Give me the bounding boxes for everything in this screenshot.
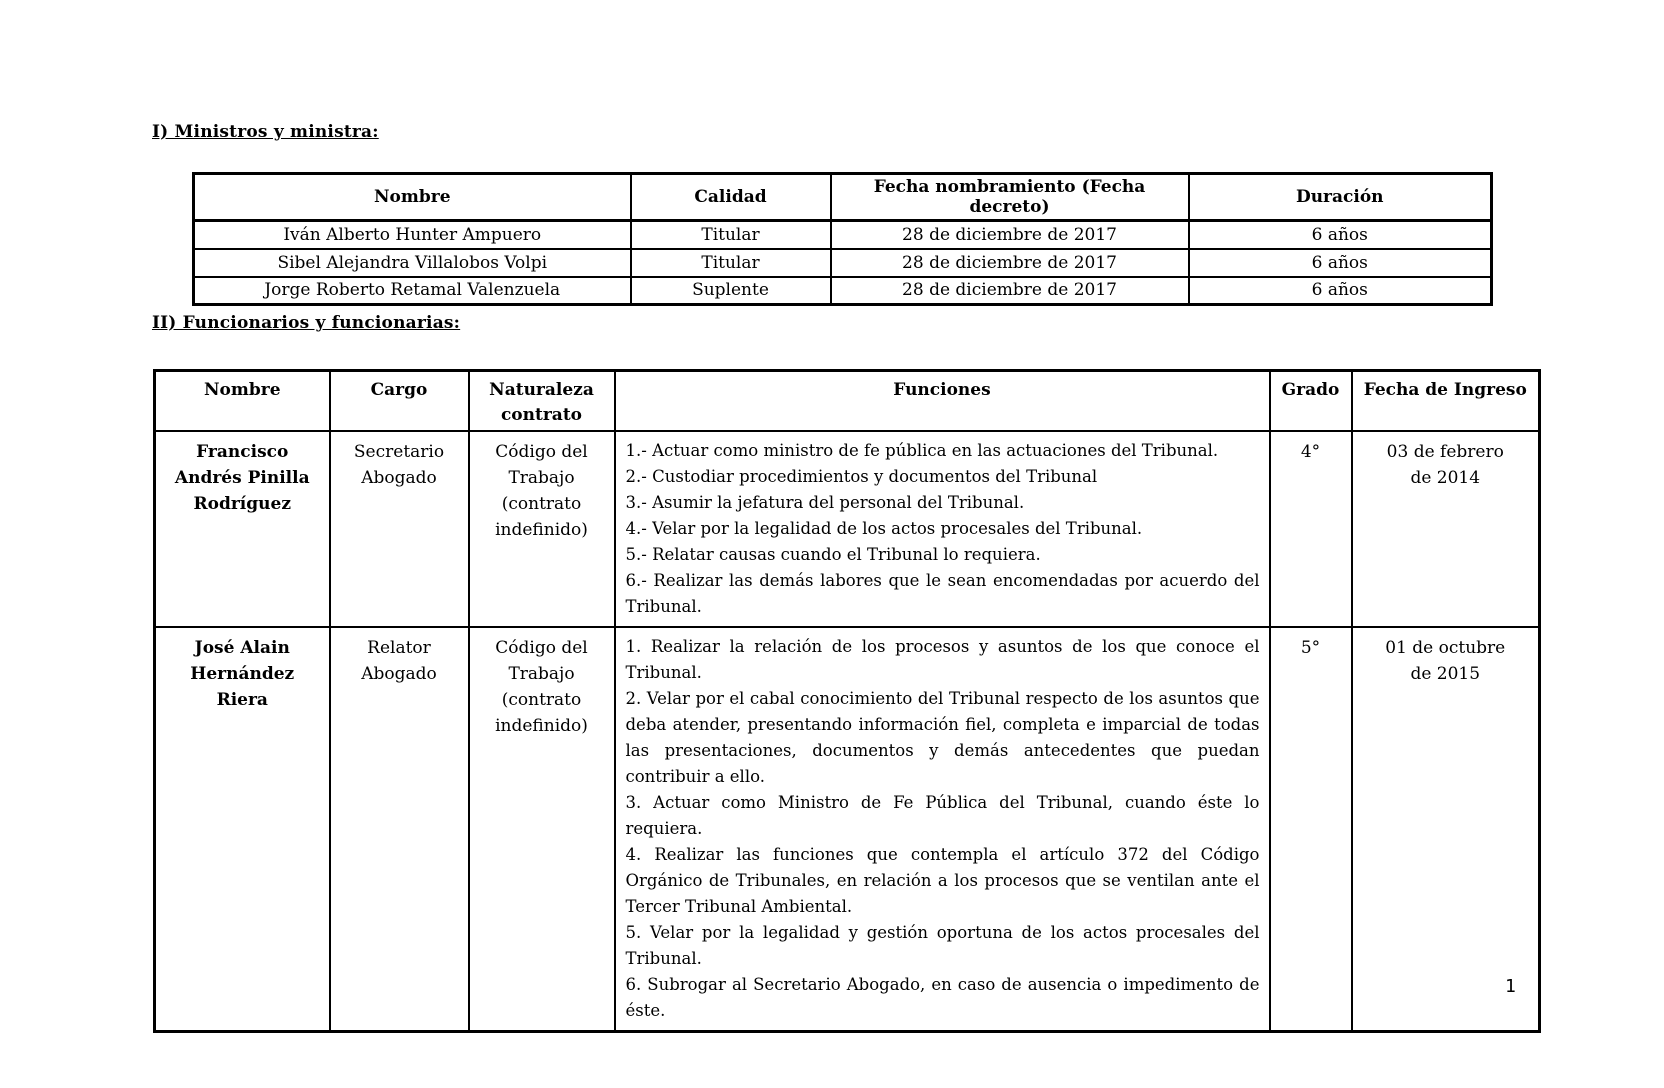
ministros-table <box>192 172 1493 306</box>
funcion-item: 1.- Actuar como ministro de fe pública en las actuaciones del Tribunal. <box>625 441 1219 460</box>
cell-funciones <box>615 431 1270 627</box>
ministros-header-row <box>194 174 1492 221</box>
cell-naturaleza-contrato: Código del Trabajo (contrato indefinido) <box>469 431 615 627</box>
cell-fecha-nombramiento: 28 de diciembre de 2017 <box>831 221 1189 249</box>
cell-grado: 5° <box>1270 627 1352 1032</box>
section-heading-ministros: I) Ministros y ministra: <box>152 122 379 142</box>
cell-duracion: 6 años <box>1189 249 1492 277</box>
col-header-nombre: Nombre <box>194 174 631 221</box>
table-row <box>194 277 1492 305</box>
col-header-funciones: Funciones <box>615 371 1270 432</box>
col-header-duracion: Duración <box>1189 174 1492 221</box>
col-header-fecha-nombramiento: Fecha nombramiento (Fecha decreto) <box>831 174 1189 221</box>
funcion-item: 2.- Custodiar procedimientos y documentos del Tribunal <box>625 467 1098 486</box>
col-header-fecha-ingreso: Fecha de Ingreso <box>1352 371 1540 432</box>
cell-fecha-ingreso: 03 de febrero de 2014 <box>1352 431 1540 627</box>
cell-fecha-nombramiento: 28 de diciembre de 2017 <box>831 277 1189 305</box>
funcion-item: 6.- Realizar las demás labores que le sean encomendadas por acuerdo del Tribunal. <box>625 571 1260 616</box>
cell-calidad: Suplente <box>631 277 831 305</box>
cell-funciones <box>615 627 1270 1032</box>
table-row <box>194 249 1492 277</box>
funcion-item: 2. Velar por el cabal conocimiento del Tribunal respecto de los asuntos que deba atender, presentando información fiel, completa e imparcial de todas las presentaciones, documentos y demás antecedentes que puedan contribuir a ello. <box>625 689 1260 786</box>
cell-fecha-ingreso: 01 de octubre de 2015 <box>1352 627 1540 1032</box>
cell-nombre: Francisco Andrés Pinilla Rodríguez <box>155 431 330 627</box>
table-row <box>155 627 1540 1032</box>
col-header-cargo: Cargo <box>330 371 469 432</box>
cell-nombre: Iván Alberto Hunter Ampuero <box>194 221 631 249</box>
cell-fecha-nombramiento: 28 de diciembre de 2017 <box>831 249 1189 277</box>
cell-cargo: Secretario Abogado <box>330 431 469 627</box>
funcion-item: 3. Actuar como Ministro de Fe Pública del Tribunal, cuando éste lo requiera. <box>625 793 1260 838</box>
col-header-calidad: Calidad <box>631 174 831 221</box>
col-header-naturaleza-contrato: Naturaleza contrato <box>469 371 615 432</box>
cell-duracion: 6 años <box>1189 277 1492 305</box>
funcion-item: 6. Subrogar al Secretario Abogado, en caso de ausencia o impedimento de éste. <box>625 975 1260 1020</box>
section-heading-funcionarios: II) Funcionarios y funcionarias: <box>152 313 461 333</box>
funcion-item: 4.- Velar por la legalidad de los actos procesales del Tribunal. <box>625 519 1143 538</box>
funcion-item: 1. Realizar la relación de los procesos y asuntos de los que conoce el Tribunal. <box>625 637 1260 682</box>
col-header-nombre: Nombre <box>155 371 330 432</box>
cell-calidad: Titular <box>631 221 831 249</box>
cell-cargo: Relator Abogado <box>330 627 469 1032</box>
page-number: 1 <box>1505 976 1516 997</box>
cell-nombre: José Alain Hernández Riera <box>155 627 330 1032</box>
cell-nombre: Sibel Alejandra Villalobos Volpi <box>194 249 631 277</box>
funcion-item: 3.- Asumir la jefatura del personal del Tribunal. <box>625 493 1025 512</box>
funcionarios-table <box>153 369 1541 1033</box>
cell-naturaleza-contrato: Código del Trabajo (contrato indefinido) <box>469 627 615 1032</box>
funcion-item: 5. Velar por la legalidad y gestión oportuna de los actos procesales del Tribunal. <box>625 923 1260 968</box>
cell-grado: 4° <box>1270 431 1352 627</box>
col-header-grado: Grado <box>1270 371 1352 432</box>
funcion-item: 4. Realizar las funciones que contempla el artículo 372 del Código Orgánico de Tribunales, en relación a los procesos que se ventilan ante el Tercer Tribunal Ambiental. <box>625 845 1260 916</box>
table-row <box>155 431 1540 627</box>
cell-calidad: Titular <box>631 249 831 277</box>
funcion-item: 5.- Relatar causas cuando el Tribunal lo requiera. <box>625 545 1041 564</box>
cell-duracion: 6 años <box>1189 221 1492 249</box>
funcionarios-header-row <box>155 371 1540 432</box>
table-row <box>194 221 1492 249</box>
cell-nombre: Jorge Roberto Retamal Valenzuela <box>194 277 631 305</box>
